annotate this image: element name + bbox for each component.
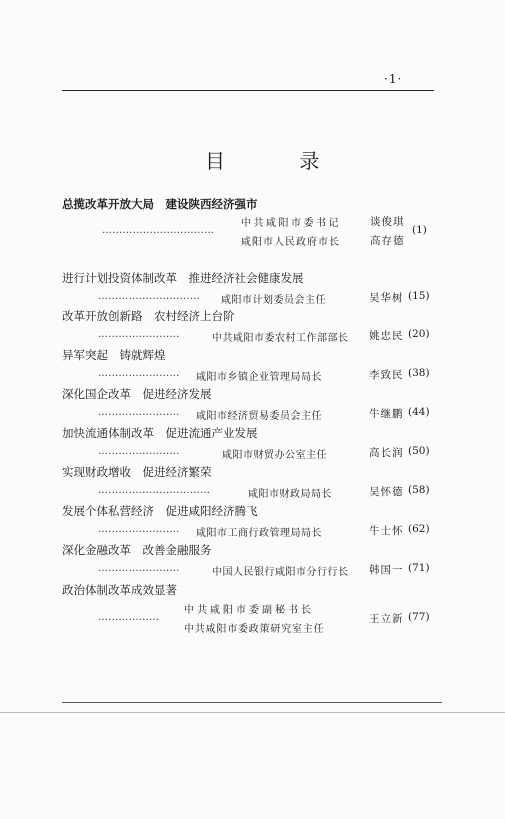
author-name: 高存德 xyxy=(370,235,405,247)
author-title: 咸阳市经济贸易委员会主任 xyxy=(196,411,322,422)
leader-dots: …………………… xyxy=(98,368,180,379)
author-name: 李致民 xyxy=(369,369,404,381)
contents-heading: 目 录 xyxy=(205,149,354,173)
author-title: 咸阳市财政局局长 xyxy=(248,489,332,500)
author-name: 谈俊琪 xyxy=(370,216,405,228)
author-title: 中共咸阳市委政策研究室主任 xyxy=(184,624,325,635)
leader-dots: ………………………… xyxy=(98,291,200,302)
author-title: 咸阳市工商行政管理局局长 xyxy=(196,528,322,539)
page-ref: (58) xyxy=(408,484,430,496)
author-name: 吴怀德 xyxy=(369,486,404,498)
author-title: 中共咸阳市委农村工作部部长 xyxy=(212,333,349,344)
top-rule xyxy=(62,90,434,91)
page-ref: (38) xyxy=(408,367,430,379)
leader-dots: …………………………… xyxy=(98,485,211,496)
author-title: 中国人民银行咸阳市分行行长 xyxy=(212,567,349,578)
page-number: ·1· xyxy=(384,72,403,86)
entry-title: 深化国企改革 促进经济发展 xyxy=(62,387,212,401)
author-name: 牛士怀 xyxy=(369,525,404,537)
entry-title: 深化金融改革 改善金融服务 xyxy=(62,543,212,557)
author-name: 王立新 xyxy=(369,613,404,625)
entry-title: 加快流通体制改革 促进流通产业发展 xyxy=(62,426,258,440)
author-title: 中共咸阳市委书记 xyxy=(241,218,341,229)
entry-title: 实现财政增收 促进经济繁荣 xyxy=(62,465,212,479)
leader-dots: …………………… xyxy=(98,407,180,418)
page-ref: (44) xyxy=(408,406,430,418)
author-name: 高长润 xyxy=(369,447,404,459)
author-title: 咸阳市计划委员会主任 xyxy=(221,295,326,306)
author-title: 咸阳市人民政府市长 xyxy=(241,237,340,248)
page-ref: (62) xyxy=(408,523,430,535)
entry-title: 总揽改革开放大局 建设陕西经济强市 xyxy=(62,197,258,211)
page-ref: (71) xyxy=(408,562,430,574)
page-ref: (1) xyxy=(412,224,427,236)
author-title: 中共咸阳市委副秘书长 xyxy=(184,605,314,616)
page-ref: (50) xyxy=(408,445,430,457)
leader-dots: …………………………… xyxy=(102,225,215,236)
author-title: 咸阳市财贸办公室主任 xyxy=(222,450,327,461)
leader-dots: ……………… xyxy=(98,612,160,623)
page-ref: (15) xyxy=(408,290,430,302)
leader-dots: …………………… xyxy=(98,524,180,535)
bottom-rule xyxy=(62,702,442,703)
page-ref: (77) xyxy=(408,611,430,623)
author-name: 姚忠民 xyxy=(369,330,404,342)
leader-dots: …………………… xyxy=(98,329,180,340)
author-name: 吴华树 xyxy=(369,292,404,304)
entry-title: 改革开放创新路 农村经济上台阶 xyxy=(62,309,235,323)
entry-title: 政治体制改革成效显著 xyxy=(62,583,177,597)
author-name: 牛继鹏 xyxy=(369,408,404,420)
entry-title: 发展个体私营经济 促进咸阳经济腾飞 xyxy=(62,504,258,518)
page-ref: (20) xyxy=(408,328,430,340)
leader-dots: …………………… xyxy=(98,563,180,574)
entry-title: 进行计划投资体制改革 推进经济社会健康发展 xyxy=(62,271,304,285)
leader-dots: …………………… xyxy=(98,446,180,457)
author-title: 咸阳市乡镇企业管理局局长 xyxy=(196,372,322,383)
entry-title: 异军突起 铸就辉煌 xyxy=(62,348,166,362)
scan-edge-line xyxy=(0,712,505,713)
author-name: 韩国一 xyxy=(369,564,404,576)
